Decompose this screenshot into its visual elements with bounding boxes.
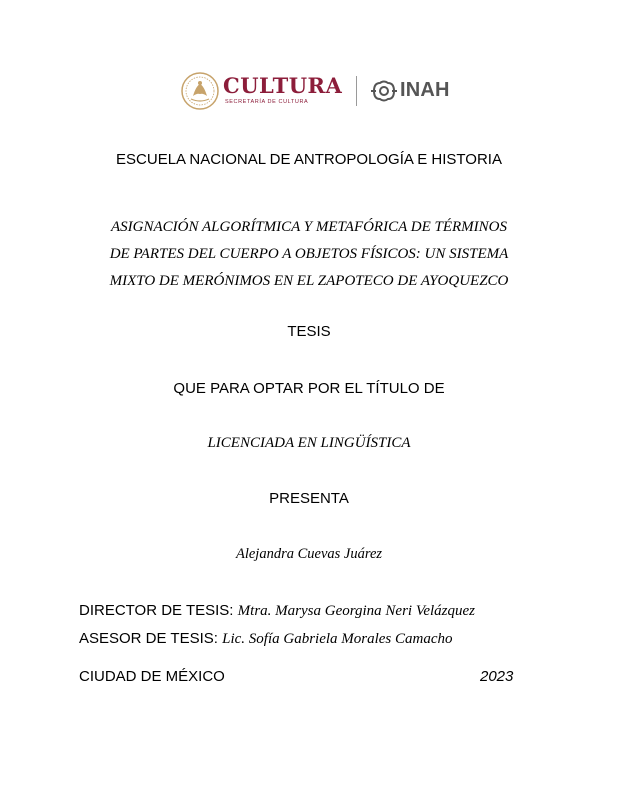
director-name: Mtra. Marysa Georgina Neri Velázquez (237, 603, 475, 619)
advisor-line (79, 630, 453, 648)
thesis-title (0, 214, 618, 295)
advisor-label: ASESOR DE TESIS: (79, 630, 218, 647)
eagle-seal-icon (181, 72, 219, 110)
year: 2023 (480, 668, 514, 685)
school-name: ESCUELA NACIONAL DE ANTROPOLOGÍA E HISTORIA (116, 151, 502, 168)
inah-logo-text: INAH (400, 79, 450, 101)
presents-label: PRESENTA (269, 490, 349, 507)
document-type: TESIS (287, 323, 331, 340)
cultura-logo-text: CULTURA (223, 73, 343, 98)
degree-intro: QUE PARA OPTAR POR EL TÍTULO DE (173, 380, 445, 397)
cultura-logo-subtitle: SECRETARÍA DE CULTURA (225, 99, 309, 105)
author-name: Alejandra Cuevas Juárez (235, 546, 383, 562)
thesis-title-line: ASIGNACIÓN ALGORÍTMICA Y METAFÓRICA DE TÉRMINOS (111, 219, 507, 235)
degree-title: LICENCIADA EN LINGÜÍSTICA (207, 435, 411, 451)
advisor-name: Lic. Sofía Gabriela Morales Camacho (222, 631, 453, 647)
inah-emblem-icon (370, 79, 398, 103)
director-line (79, 602, 475, 620)
thesis-title-line: MIXTO DE MERÓNIMOS EN EL ZAPOTECO DE AYOQUEZCO (109, 273, 509, 289)
city: CIUDAD DE MÉXICO (79, 668, 225, 685)
header-logos (0, 66, 618, 116)
thesis-title-line: DE PARTES DEL CUERPO A OBJETOS FÍSICOS: UN SISTEMA (109, 246, 509, 262)
director-label: DIRECTOR DE TESIS: (79, 602, 234, 619)
logo-divider (356, 76, 357, 106)
